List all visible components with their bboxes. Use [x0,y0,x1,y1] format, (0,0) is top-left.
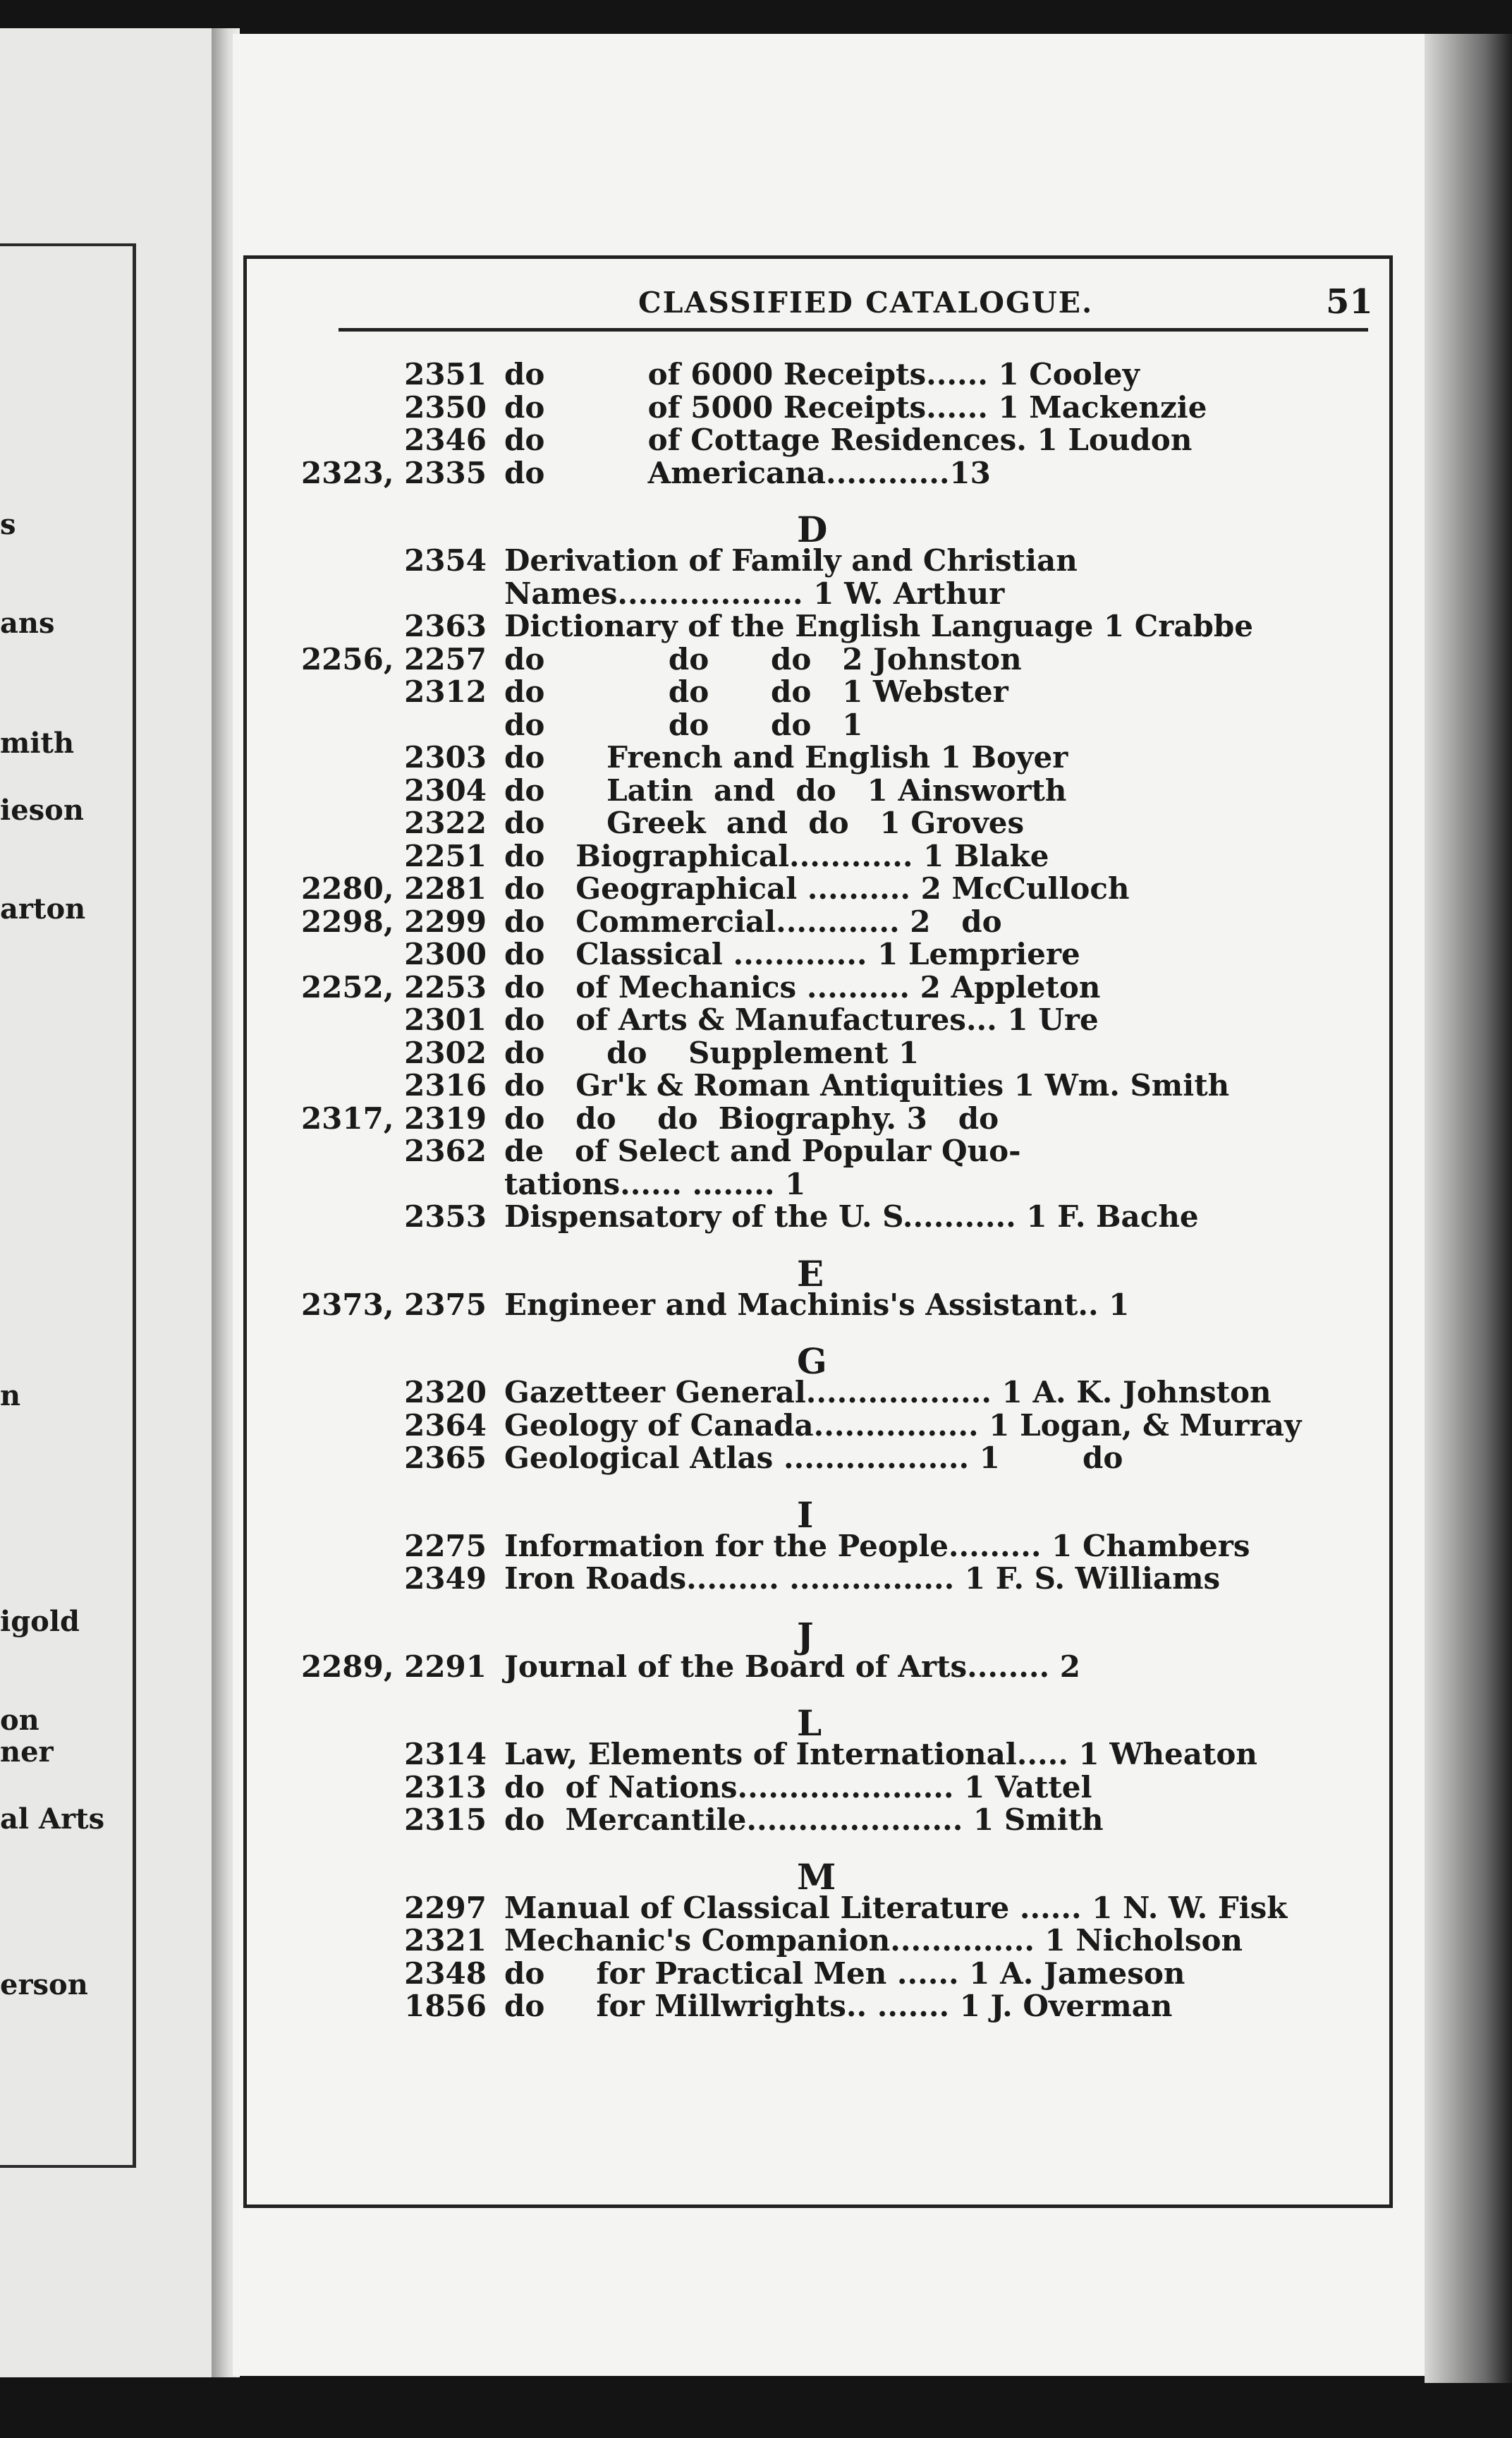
entry-text: Law, Elements of International..... 1 Wheaton [504,1737,1257,1771]
entry-text: do of 5000 Receipts...... 1 Mackenzie [504,389,1207,425]
entry-number: 2280, 2281 [300,871,487,906]
left-page-fragment: n [0,1379,21,1412]
left-page-fragment: arton [0,892,86,926]
entry-number: 2365 [404,1441,487,1475]
left-page-fragment: erson [0,1968,88,2001]
entry-number: 2349 [404,1561,487,1596]
entry-text: do Biographical............ 1 Blake [504,838,1049,873]
entry-number: 2351 [404,357,487,392]
entry-number: 2321 [404,1923,487,1958]
entry-number: 2364 [404,1407,487,1443]
entry-number: 2350 [404,389,487,425]
entry-text: do Greek and do 1 Groves [504,806,1025,840]
entry-number: 2346 [404,423,487,457]
entry-number: 2348 [404,1955,487,1991]
entry-text: Dictionary of the English Language 1 Crabbe [504,609,1254,643]
entry-number: 2301 [404,1002,487,1037]
entry-text: Geological Atlas .................. 1 do [504,1441,1123,1475]
left-page-fragment: igold [0,1605,80,1638]
entry-text: do Americana............13 [504,455,991,490]
entry-number: 2315 [404,1802,487,1837]
section-letter: G [797,1340,827,1382]
entry-text: Names.................. 1 W. Arthur [504,576,1005,611]
entry-text: do of Nations..................... 1 Vattel [504,1769,1092,1805]
page-number: 51 [1326,282,1373,322]
entry-number: 1856 [404,1989,487,2023]
entry-number: 2298, 2299 [300,904,487,939]
entry-text: do Commercial............ 2 do [504,904,1002,939]
entry-text: Manual of Classical Literature ...... 1 N. W. Fisk [504,1890,1288,1925]
entry-text: Derivation of Family and Christian [504,543,1078,578]
entry-text: de of Select and Popular Quo- [504,1134,1021,1168]
entry-number: 2312 [404,674,487,709]
entry-text: Iron Roads......... ................ 1 F. S. Williams [504,1561,1221,1596]
entry-text: do do do 1 Webster [504,674,1008,709]
entry-text: do of 6000 Receipts...... 1 Cooley [504,357,1140,392]
left-page-fragment: ans [0,607,55,640]
entry-number: 2316 [404,1068,487,1103]
entry-number: 2353 [404,1199,487,1234]
entry-number: 2303 [404,740,487,775]
entry-text: Geology of Canada................ 1 Logan, & Murray [504,1407,1302,1443]
left-page-fragment: ner [0,1735,54,1769]
section-letter: L [797,1702,822,1744]
entry-number: 2300 [404,937,487,971]
entry-number: 2373, 2375 [300,1287,487,1322]
entry-number: 2304 [404,772,487,808]
left-page-fragment: mith [0,727,75,760]
entry-number: 2362 [404,1134,487,1168]
entry-number: 2302 [404,1035,487,1070]
entry-text: Mechanic's Companion.............. 1 Nicholson [504,1923,1243,1958]
entry-text: do Mercantile..................... 1 Smith [504,1802,1104,1837]
entry-text: do of Mechanics .......... 2 Appleton [504,969,1101,1005]
entry-number: 2251 [404,838,487,873]
entry-text: do of Cottage Residences. 1 Loudon [504,423,1193,457]
entry-number: 2322 [404,806,487,840]
section-letter: M [797,1855,836,1898]
entry-text: do for Millwrights.. ....... 1 J. Overman [504,1989,1173,2023]
entry-text: do French and English 1 Boyer [504,740,1068,775]
entry-number: 2354 [404,543,487,578]
entry-number: 2252, 2253 [300,969,487,1005]
left-page-fragment: ieson [0,794,84,827]
entry-number: 2314 [404,1737,487,1771]
entry-number: 2320 [404,1375,487,1409]
entry-text: Gazetteer General.................. 1 A. K. Johnston [504,1375,1272,1409]
entry-text: Dispensatory of the U. S........... 1 F. Bache [504,1199,1199,1234]
page-edge-shadow [1425,34,1512,2383]
section-letter: E [797,1252,824,1294]
entry-text: do do do Biography. 3 do [504,1100,999,1136]
entry-text: do do do 2 Johnston [504,641,1022,677]
left-page-fragment: s [0,508,16,541]
section-letter: I [797,1493,814,1536]
entry-text: Journal of the Board of Arts........ 2 [504,1649,1080,1684]
entry-number: 2289, 2291 [300,1649,487,1684]
entry-number: 2323, 2335 [300,455,487,490]
section-letter: J [797,1614,814,1656]
entry-number: 2313 [404,1769,487,1805]
entry-text: do Geographical .......... 2 McCulloch [504,871,1130,906]
entry-text: Information for the People......... 1 Chambers [504,1528,1250,1563]
entry-text: do of Arts & Manufactures... 1 Ure [504,1002,1099,1037]
running-header-title: CLASSIFIED CATALOGUE. [638,286,1094,320]
entry-number: 2275 [404,1528,487,1563]
left-page-fragment: al Arts [0,1802,105,1836]
entry-number: 2363 [404,609,487,643]
entry-text: do do do 1 [504,707,863,742]
section-letter: D [797,509,828,550]
entry-text: tations...... ........ 1 [504,1166,806,1201]
entry-text: do do Supplement 1 [504,1035,920,1070]
entry-number: 2256, 2257 [300,641,487,677]
entry-text: do Gr'k & Roman Antiquities 1 Wm. Smith [504,1068,1230,1103]
entry-text: Engineer and Machinis's Assistant.. 1 [504,1287,1130,1322]
left-page-frame [0,243,136,2168]
header-rule [339,328,1368,332]
entry-text: do Latin and do 1 Ainsworth [504,772,1067,808]
entry-number: 2317, 2319 [300,1100,487,1136]
left-page-fragment: on [0,1704,39,1737]
entry-number: 2297 [404,1890,487,1925]
entry-text: do Classical ............. 1 Lempriere [504,937,1080,971]
entry-text: do for Practical Men ...... 1 A. Jameson [504,1955,1185,1991]
